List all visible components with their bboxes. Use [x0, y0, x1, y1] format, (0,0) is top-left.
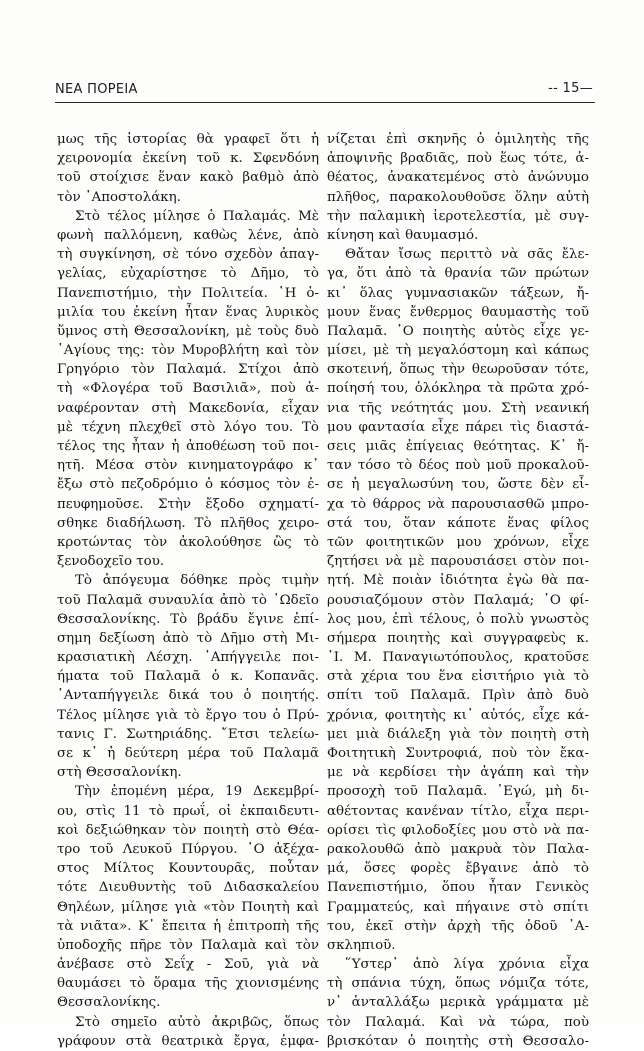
text-line: ήματα τοῦ Παλαμᾶ ὁ κ. Κοπανᾶς. — [57, 669, 319, 685]
text-line: Θεσσαλονίκης. — [57, 995, 161, 1011]
text-line: κοὶ δεξιώθηκαν τὸν ποιητὴ στὸ Θέα- — [57, 822, 319, 838]
text-line: ζητήσει νὰ μὲ παρουσιάσει στὸν ποι- — [327, 554, 589, 570]
text-line: ορίσει τὶς φιλοδοξίες μου στὸ νὰ πα- — [327, 822, 589, 838]
text-line: μὲ τέχνη πλεχθεῖ στὸ λόγο του. Τὸ — [57, 419, 319, 435]
text-line: ου, στὶς 11 τὸ πρωΐ, οἱ ἐκπαιδευτι- — [57, 803, 319, 819]
text-line: στά του, ὅταν κάποτε ἕνας φίλος — [327, 515, 589, 531]
journal-title: ΝΕΑ ΠΟΡΕΙΑ — [55, 82, 138, 97]
text-line: στὰ χέρια του ἕνα εἰσιτήριο γιὰ τὸ — [327, 669, 589, 685]
text-line: ᾿Ανταπήγγειλε δικά του ὁ ποιητής. — [57, 688, 319, 704]
text-line: τῶν φοιτητικῶν μου χρόνων, εἶχε — [327, 534, 589, 550]
text-line: χα τὸ θάρρος νὰ παρουσιασθῶ μπρο- — [327, 496, 589, 512]
paragraph — [57, 571, 319, 782]
paragraph — [327, 955, 589, 1051]
text-line: ξενοδοχεῖο του. — [57, 554, 165, 570]
text-line: γελίας, εὐχαρίστησε τὸ Δῆμο, τὸ — [57, 266, 319, 282]
text-line: γα, ὅτι ἀπὸ τὰ θρανία τῶν πρώτων — [327, 266, 589, 282]
text-line: Στὸ τέλος μίλησε ὁ Παλαμάς. Μὲ — [75, 208, 319, 224]
text-line: ρακολουθῶ ἀπὸ μακρυὰ τὸν Παλα- — [327, 841, 589, 857]
text-line: πευφημοῦσε. Στὴν ἔξοδο σχηματί- — [57, 496, 319, 512]
text-line: θέατος, ἀνακατεμένος στὸ ἀνώνυμο — [327, 170, 589, 186]
text-line: στὴ Θεσσαλονίκη. — [57, 765, 182, 781]
text-line: τοῦ Παλαμᾶ συναυλία ἀπὸ τὸ ᾿Ωδεῖο — [57, 592, 319, 608]
text-line: σε ἡ μεγαλωσύνη του, ὥστε δὲν εἶ- — [327, 477, 589, 493]
text-line: ἀνέβασε στὸ Σεΐχ - Σοῦ, γιὰ νὰ — [57, 957, 319, 973]
text-line: τὴ σπάνια τύχη, ὅπως νόμιζα τότε, — [327, 976, 589, 992]
text-line: ναφέρονταν στὴ Μακεδονία, εἶχαν — [57, 400, 319, 416]
text-line: κροτώντας τὸν ἀκολούθησε ὣς τὸ — [57, 534, 319, 550]
text-line: με νὰ κερδίσει τὴν ἀγάπη καὶ τὴν — [327, 765, 589, 781]
text-line: θαυμάσει τὸ ὅραμα τῆς χιονισμένης — [57, 976, 319, 992]
text-line: ἀποψινῆς βραδιᾶς, ποὺ ἕως τότε, ἀ- — [327, 151, 589, 167]
text-line: ᾿Ι. Μ. Παναγιωτόπουλος, κρατοῦσε — [327, 650, 589, 666]
text-line: στος Μίλτος Κουντουρᾶς, ποὖταν — [57, 861, 319, 877]
text-line: ὕμνος στὴ Θεσσαλονίκη, μὲ τοὺς δυὸ — [57, 323, 319, 339]
text-line: σεις μιᾶς ἐπίγειας θεότητας. Κ᾿ ἤ- — [327, 439, 589, 454]
text-line: Πανεπιστήμιο, ὅπου ἦταν Γενικὸς — [327, 880, 589, 896]
text-line: πλῆθος, παρακολουθοῦσε ὅλην αὐτὴ — [327, 189, 589, 205]
text-line: ῾Αγίους της: τὸν Μυροβλήτη καὶ τὸν — [57, 343, 319, 359]
text-line: Πανεπιστήμιο, τὴν Πολιτεία. ῾Η ὁ- — [57, 285, 319, 301]
text-line: βρισκόταν ὁ ποιητὴς στὴ Θεσσαλο- — [327, 1033, 589, 1049]
text-line: μίσει, μὲ τὴ μεγαλόστομη καὶ κάπως — [327, 343, 589, 359]
text-line: τανις Γ. Σωτηριάδης. ῎Ετσι τελείω- — [57, 726, 319, 742]
text-line: μου φαντασία εἶχε πάρει τὶς διαστά- — [327, 419, 589, 435]
text-line: Τὴν ἑπομένη μέρα, 19 Δεκεμβρί- — [75, 784, 319, 800]
text-line: ητῆ. Μέσα στὸν κινηματογράφο κ᾿ — [57, 458, 319, 474]
text-line: τὴν παλαμικὴ ἱεροτελεστία, μὲ συγ- — [327, 208, 589, 224]
text-line: νια τῆς νεότητάς μου. Στὴ νεανική — [327, 400, 589, 416]
text-line: μως τῆς ἱστορίας θὰ γραφεῖ ὅτι ἡ — [57, 132, 319, 147]
text-line: σημη δεξίωση ἀπὸ τὸ Δῆμο στὴ Μι- — [57, 630, 319, 646]
text-line: τὴ «Φλογέρα τοῦ Βασιλιᾶ», ποὺ ἀ- — [57, 381, 319, 397]
text-line: φωνὴ παλλόμενη, καθὼς λένε, ἀπὸ — [57, 227, 319, 243]
text-line: τρο τοῦ Λευκοῦ Πύργου. ῾Ο ἀξέχα- — [57, 841, 319, 857]
text-line: ητή. Μὲ ποιὰν ἰδιότητα ἐγὼ θὰ πα- — [327, 573, 589, 589]
text-line: αθέτοντας κανέναν τίτλο, εἶχα περι- — [327, 803, 589, 819]
text-line: γράφουν στὰ θεατρικὰ ἔργα, ἐμφα- — [57, 1033, 319, 1049]
text-line: τὸν ᾿Αποστολάκη. — [57, 189, 181, 205]
paragraph — [57, 207, 319, 572]
text-line: μά, ὅσες φορὲς ἔβγαινε ἀπὸ τὸ — [327, 861, 589, 877]
text-line: τὰ νιᾶτα». Κ᾿ ἔπειτα ἡ ἐπιτροπὴ τῆς — [57, 918, 319, 934]
text-line: Θηλέων, μίλησε γιὰ «τὸν Ποιητὴ καὶ — [57, 899, 319, 915]
text-line: σκληπιοῦ. — [327, 937, 396, 953]
text-line: Θἄταν ἴσως περιττὸ νὰ σᾶς ἔλε- — [345, 247, 589, 263]
text-line: Τέλος μίλησε γιὰ τὸ ἔργο του ὁ Πρύ- — [57, 707, 319, 723]
text-line: σε κ᾿ ἡ δεύτερη μέρα τοῦ Παλαμᾶ — [57, 746, 319, 761]
text-line: χρόνια, φοιτητὴς κι᾿ αὐτός, εἶχε κά- — [327, 707, 589, 723]
text-line: Τὸ ἀπόγευμα δόθηκε πρὸς τιμὴν — [75, 573, 319, 589]
text-line: ῞Υστερ᾿ ἀπὸ λίγα χρόνια εἶχα — [345, 957, 589, 973]
text-line: κι᾿ ὅλας γυμνασιακῶν τάξεων, ἤ- — [327, 285, 589, 301]
text-line: τέλος της ἦταν ἡ ἀποθέωση τοῦ ποι- — [57, 439, 319, 454]
text-line: Φοιτητικὴ Συντροφιά, ποὺ τὸν ἔκα- — [327, 746, 589, 761]
text-line: κίνηση καὶ θαυμασμό. — [327, 227, 479, 243]
paragraph — [57, 130, 319, 207]
text-line: κρασιατικὴ Λέσχη. ᾿Απήγγειλε ποι- — [57, 650, 319, 666]
text-line: χειρονομία ἐκείνη τοῦ κ. Σφενδόνη — [57, 151, 319, 167]
text-line: Στὸ σημεῖο αὐτὸ ἀκριβῶς, ὅπως — [75, 1014, 319, 1030]
header-rule — [55, 102, 595, 103]
right-column — [327, 130, 589, 1051]
text-line: προσοχὴ τοῦ Παλαμᾶ. ᾿Εγώ, μὴ δι- — [327, 784, 589, 800]
text-line: ρουσιαζόμουν στὸν Παλαμά; ᾿Ο φί- — [327, 592, 589, 608]
text-line: ἔξω στὸ πεζοδρόμιο ὁ κόσμος τὸν ἐ- — [57, 477, 319, 493]
paragraph — [327, 245, 589, 955]
page-number: -- 15— — [548, 81, 593, 96]
text-line: νίζεται ἐπὶ σκηνῆς ὁ ὁμιλητὴς τῆς — [327, 132, 589, 147]
text-line: Θεσσαλονίκης. Τὸ βράδυ ἔγινε ἐπί- — [57, 611, 319, 627]
text-line: μιλία του ἐκείνη ἦταν ἕνας λυρικὸς — [57, 304, 319, 320]
text-line: μουν ἕνας ἔνθερμος θαυμαστὴς τοῦ — [327, 304, 589, 320]
text-line: τὸν Παλαμά. Καὶ νὰ τώρα, ποὺ — [327, 1014, 589, 1030]
text-line: ὑποδοχῆς πῆρε τὸν Παλαμὰ καὶ τὸν — [57, 937, 319, 953]
paragraph — [57, 1013, 319, 1051]
text-line: τὴ συγκίνηση, σὲ τόνο σχεδὸν ἀπαγ- — [57, 247, 319, 263]
text-line: Παλαμᾶ. ῾Ο ποιητὴς αὐτὸς εἶχε γε- — [327, 323, 589, 339]
running-header — [55, 80, 595, 100]
text-line: λος μου, ἐπὶ τέλους, ὁ πολὺ γνωστὸς — [327, 611, 589, 627]
text-line: ν᾿ ἀνταλλάξω μερικὰ γράμματα μὲ — [327, 995, 589, 1011]
text-line: σθηκε διαδήλωση. Τὸ πλῆθος χειρο- — [57, 515, 319, 531]
text-line: Γραμματεύς, καὶ πήγαινε στὸ σπίτι — [327, 899, 589, 915]
text-line: τοῦ στοίχισε ἕναν κακὸ βαθμὸ ἀπὸ — [57, 170, 319, 186]
text-line: Γρηγόριο τὸν Παλαμά. Στίχοι ἀπὸ — [57, 362, 319, 378]
text-line: τότε Διευθυντὴς τοῦ Διδασκαλείου — [57, 880, 319, 896]
paragraph — [327, 130, 589, 245]
left-column — [57, 130, 319, 1051]
text-line: ποίησή του, ὁλόκληρα τὰ πρῶτα χρό- — [327, 381, 589, 397]
text-line: μει μιὰ διάλεξη γιὰ τὸν ποιητὴ στὴ — [327, 726, 589, 742]
text-line: του, ἐκεῖ στὴν ἀρχὴ τῆς ὁδοῦ ᾿Α- — [327, 918, 589, 934]
paragraph — [57, 782, 319, 1012]
text-line: ταν τόσο τὸ δέος ποὺ μοῦ προκαλοῦ- — [327, 458, 589, 474]
text-line: σκοτεινή, ὅπως τὴν θεωροῦσαν τότε, — [327, 362, 589, 378]
text-line: σπίτι τοῦ Παλαμᾶ. Πρὶν ἀπὸ δυὸ — [327, 688, 589, 704]
text-line: σήμερα ποιητὴς καὶ συγγραφεὺς κ. — [327, 630, 589, 646]
